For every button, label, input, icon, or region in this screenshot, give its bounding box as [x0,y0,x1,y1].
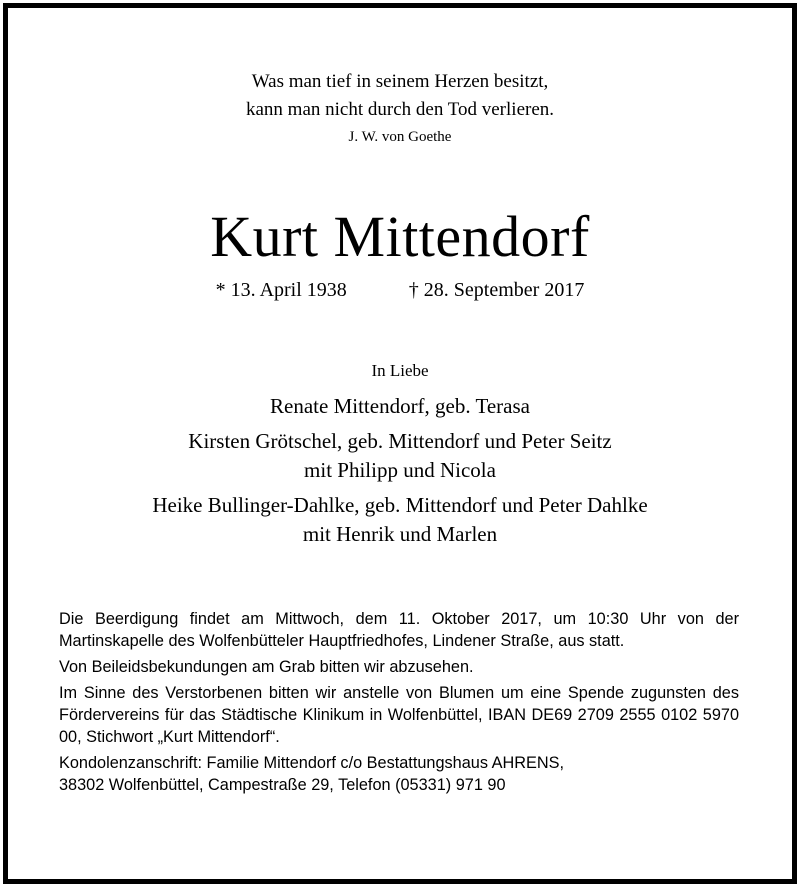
quote-line-2: kann man nicht durch den Tod verlieren. [245,99,555,120]
birth-date: * 13. April 1938 [215,279,347,301]
mourner-group [8,427,792,485]
mourner-line: Heike Bullinger-Dahlke, geb. Mittendorf und Peter Dahlke [152,493,648,517]
deceased-name: Kurt Mittendorf [210,204,590,269]
condolence-address [59,752,739,796]
mourner-line: Kirsten Grötschel, geb. Mittendorf und Peter Seitz [188,429,612,453]
quote-line-1: Was man tief in seinem Herzen besitzt, [251,71,549,92]
condolences-request: Von Beileidsbekundungen am Grab bitten wir abzusehen. [59,658,474,676]
address-line-1: Kondolenzanschrift: Familie Mittendorf c/o Bestattungshaus AHRENS, [59,754,564,772]
mourner-line: mit Philipp und Nicola [304,458,496,482]
death-date: † 28. September 2017 [408,279,585,301]
quote-author: J. W. von Goethe [348,129,452,145]
mourner-group [8,491,792,549]
notice-text [59,608,739,800]
funeral-info: Die Beerdigung findet am Mittwoch, dem 11. Oktober 2017, um 10:30 Uhr von der Martinskapelle des Wolfenbütteler Hauptfriedhofes, Lindener Straße, aus statt. [59,610,739,650]
life-dates [8,276,792,304]
mourners-list [8,392,792,555]
mourner-line: mit Henrik und Marlen [302,522,498,546]
address-line-2: 38302 Wolfenbüttel, Campestraße 29, Telefon (05331) 971 90 [59,776,506,794]
mourners-intro: In Liebe [371,361,429,380]
mourner-line: Renate Mittendorf, geb. Terasa [270,394,530,418]
donation-request: Im Sinne des Verstorbenen bitten wir anstelle von Blumen um eine Spende zugunsten des Fördervereins für das Städtische Klinikum in Wolfenbüttel, IBAN DE69 2709 2555 0102 5970 00, Stichwort „Kurt Mittendorf“. [59,684,739,746]
obituary-notice [3,3,797,884]
mourner-group [8,392,792,421]
quote-block [8,68,792,148]
